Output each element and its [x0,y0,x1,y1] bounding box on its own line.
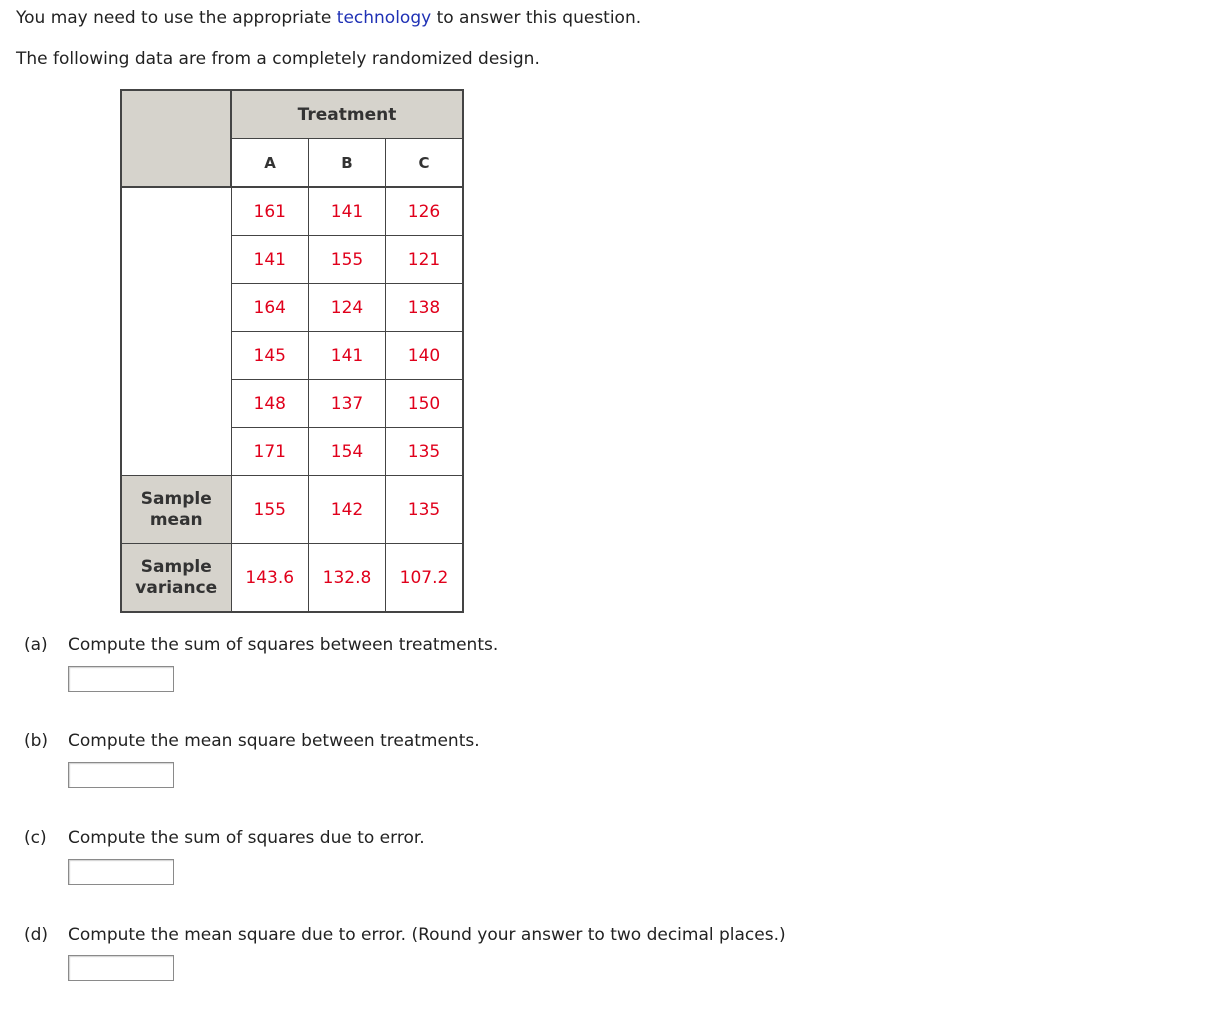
cell-c-6: 135 [386,428,464,476]
table-corner [121,90,231,187]
data-table [120,89,464,613]
cell-b-2: 155 [309,236,386,284]
column-header-b: B [309,139,386,188]
sample-mean-label: Sample mean [121,476,231,544]
cell-a-4: 145 [231,332,309,380]
cell-b-1: 141 [309,187,386,236]
sample-variance-c: 107.2 [386,544,464,613]
sample-mean-a: 155 [231,476,309,544]
cell-a-5: 148 [231,380,309,428]
question-c: (c) Compute the sum of squares due to error. [24,828,425,848]
problem-statement: The following data are from a completely randomized design. [16,49,540,69]
cell-b-6: 154 [309,428,386,476]
cell-a-1: 161 [231,187,309,236]
cell-c-1: 126 [386,187,464,236]
cell-a-3: 164 [231,284,309,332]
observations-blank-cell [121,187,231,476]
technology-link[interactable]: technology [336,8,432,28]
cell-c-2: 121 [386,236,464,284]
answer-input-b[interactable] [68,762,174,788]
cell-c-3: 138 [386,284,464,332]
column-header-a: A [231,139,309,188]
question-d: (d) Compute the mean square due to error. (Round your answer to two decimal places.) [24,925,786,945]
answer-input-d[interactable] [68,955,174,981]
question-b: (b) Compute the mean square between treatments. [24,731,480,751]
sample-variance-a: 143.6 [231,544,309,613]
treatment-header: Treatment [231,90,463,139]
sample-mean-c: 135 [386,476,464,544]
column-header-c: C [386,139,464,188]
sample-variance-b: 132.8 [309,544,386,613]
answer-input-a[interactable] [68,666,174,692]
answer-input-c[interactable] [68,859,174,885]
cell-b-4: 141 [309,332,386,380]
cell-c-5: 150 [386,380,464,428]
cell-a-2: 141 [231,236,309,284]
instruction-text-end: to answer this question. [431,8,642,28]
instruction-text [16,8,641,28]
question-a: (a) Compute the sum of squares between treatments. [24,635,499,655]
cell-a-6: 171 [231,428,309,476]
cell-c-4: 140 [386,332,464,380]
cell-b-5: 137 [309,380,386,428]
sample-mean-b: 142 [309,476,386,544]
instruction-text-start: You may need to use the appropriate [16,8,337,28]
sample-variance-label: Sample variance [121,544,231,613]
cell-b-3: 124 [309,284,386,332]
